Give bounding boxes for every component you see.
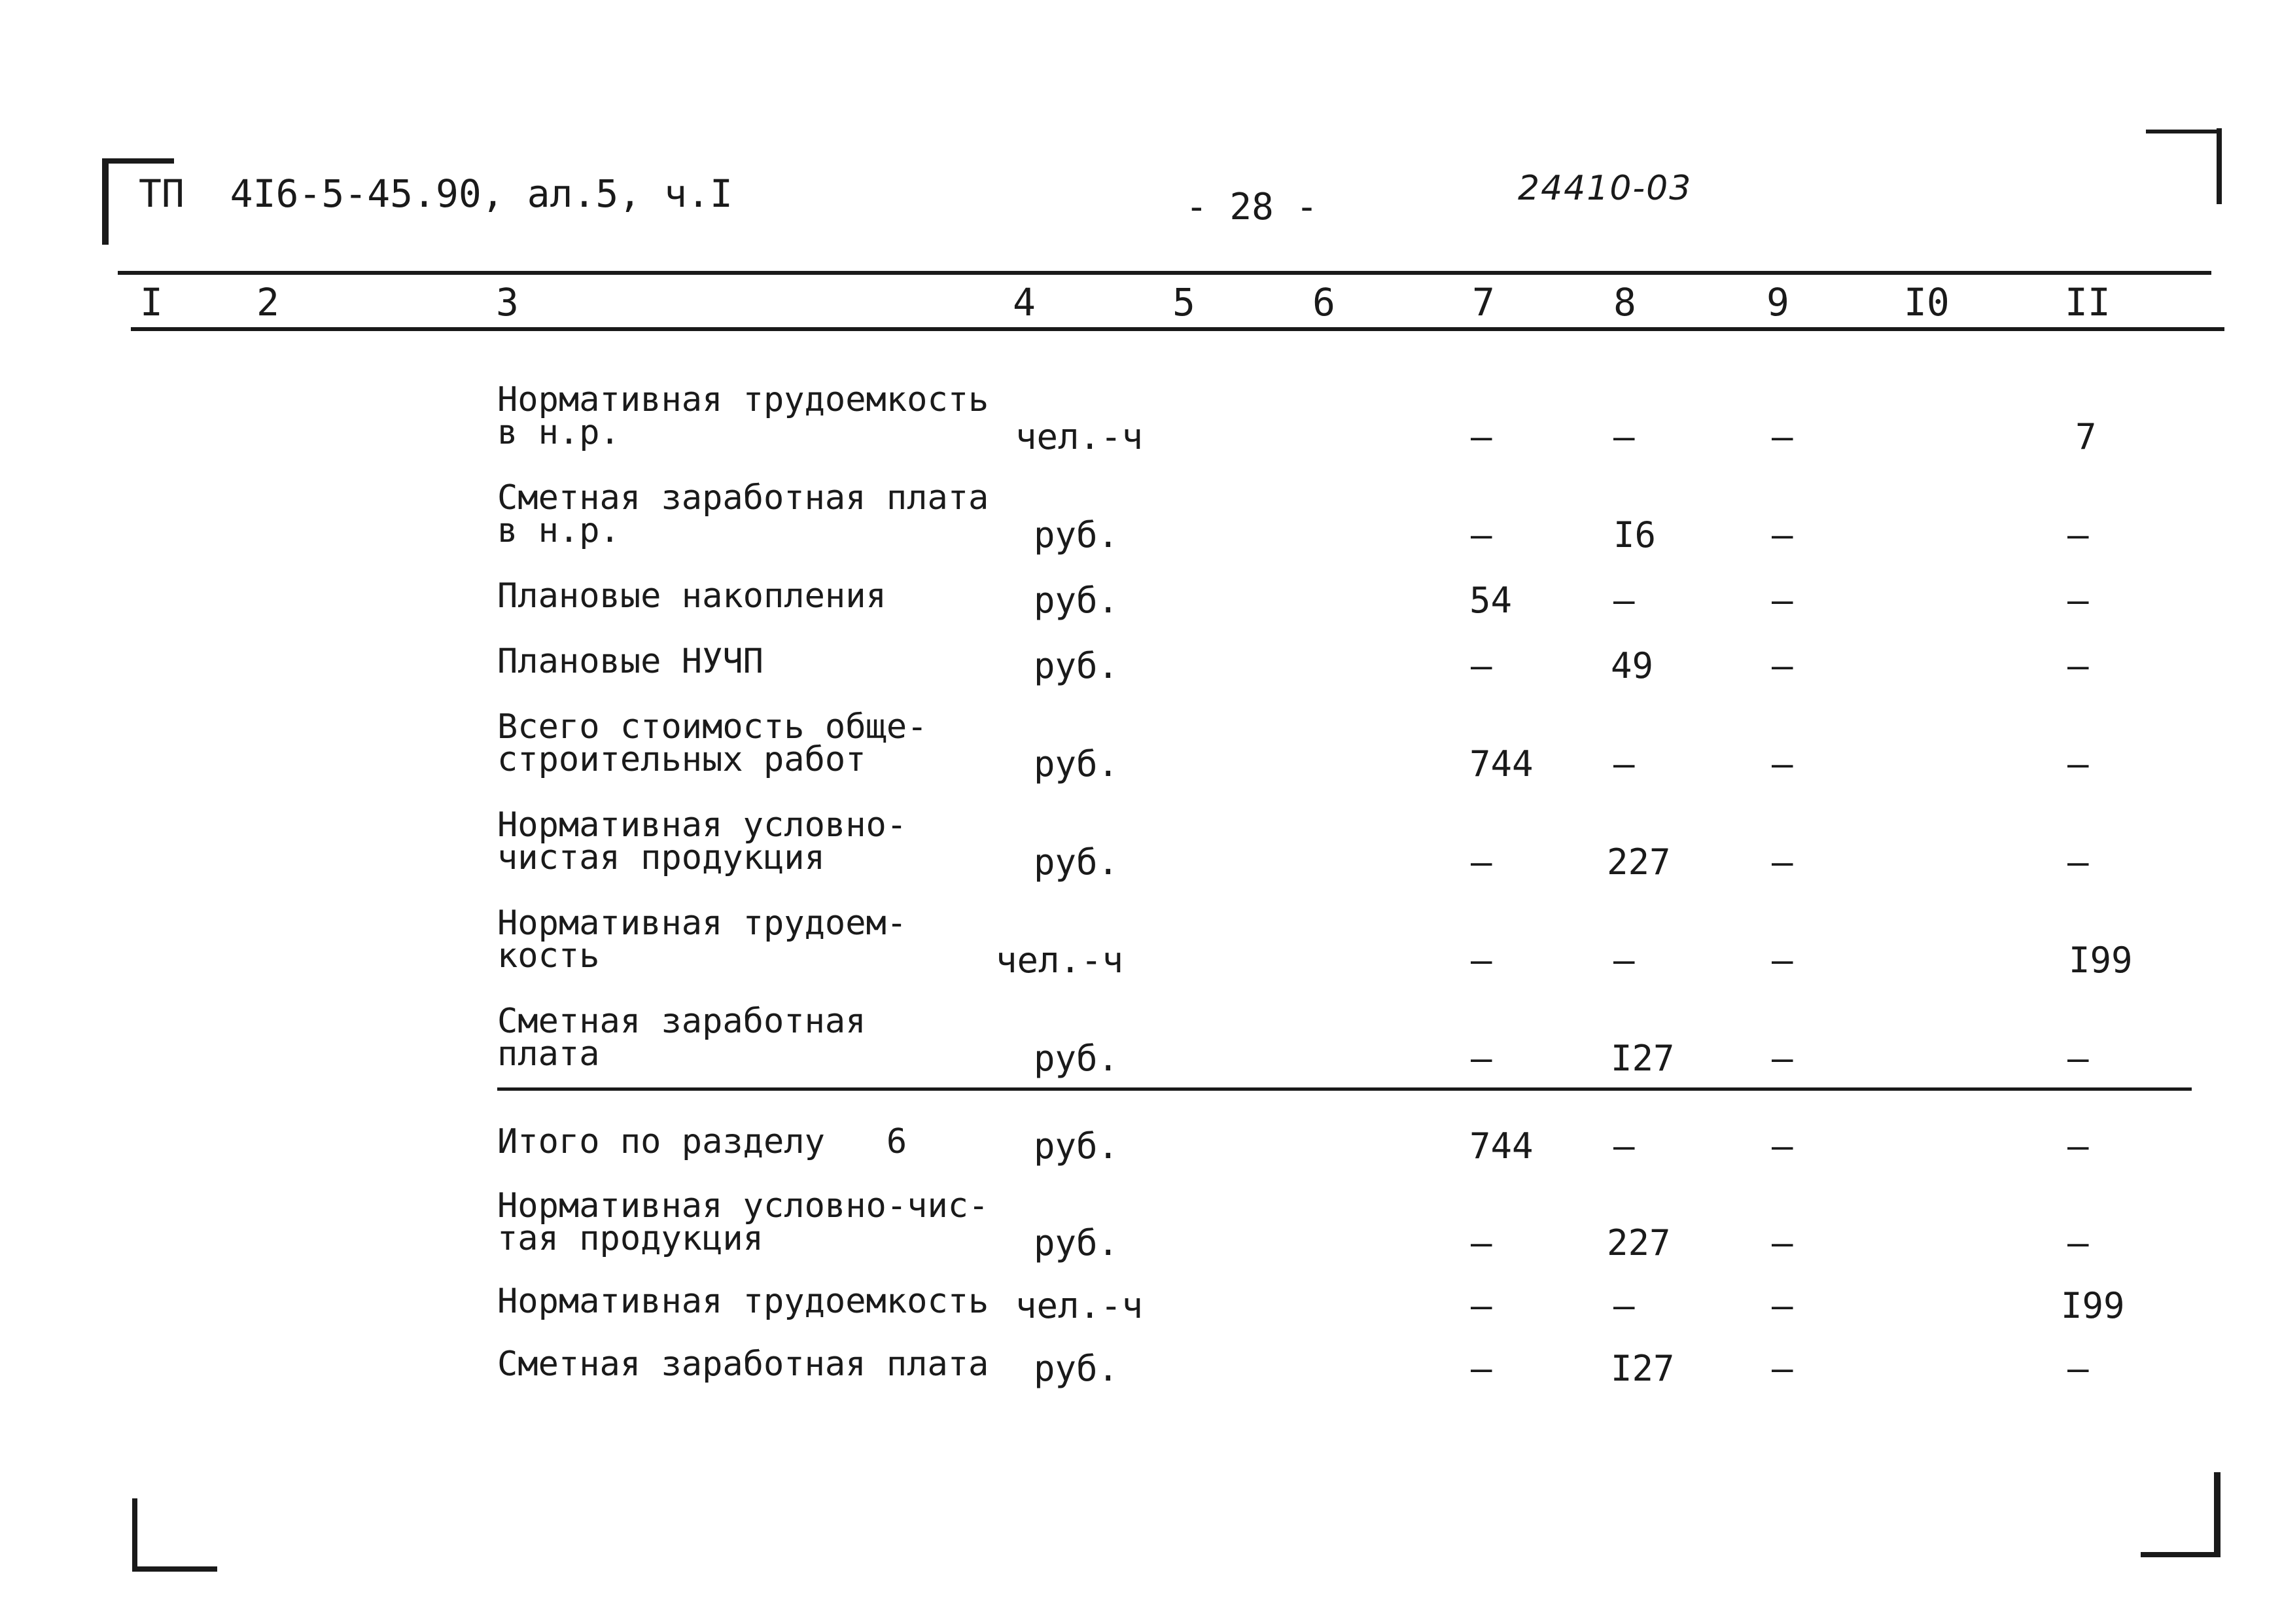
frame-corner-top-left-h — [102, 158, 174, 164]
column-number: 3 — [496, 280, 519, 325]
row-value-col7: – — [1471, 1038, 1492, 1079]
row-value-col11: 7 — [2075, 416, 2097, 457]
row-description: Сметная заработная плата в н.р. — [497, 478, 989, 550]
row-value-col7: – — [1471, 841, 1492, 883]
column-number: 6 — [1312, 280, 1335, 325]
handwritten-code: 24410-03 — [1518, 169, 1693, 208]
column-number: 7 — [1472, 280, 1495, 325]
column-number: 9 — [1766, 280, 1789, 325]
row-value-col11: – — [2067, 645, 2089, 686]
page-number: - 28 - — [1185, 186, 1318, 228]
total-value-col8: – — [1613, 1125, 1635, 1167]
total-row-value-col7: – — [1471, 1222, 1492, 1263]
row-value-col7: – — [1471, 645, 1492, 686]
row-value-col7: – — [1471, 514, 1492, 556]
row-unit: руб. — [1034, 514, 1119, 556]
frame-corner-top-right-h — [2146, 130, 2222, 133]
total-row-value-col9: – — [1772, 1222, 1793, 1263]
total-row-description: Нормативная трудоемкость — [497, 1282, 989, 1321]
total-row-value-col7: – — [1471, 1285, 1492, 1326]
row-description: Всего стоимость обще- строительных работ — [497, 707, 928, 779]
row-value-col11: – — [2067, 1038, 2089, 1079]
total-label: Итого по разделу 6 — [497, 1122, 907, 1161]
row-value-col8: – — [1613, 580, 1635, 621]
row-value-col9: – — [1772, 841, 1793, 883]
total-row-unit: руб. — [1034, 1222, 1119, 1263]
row-value-col9: – — [1772, 416, 1793, 457]
row-value-col9: – — [1772, 645, 1793, 686]
row-unit: руб. — [1034, 1038, 1119, 1079]
total-row-value-col11: – — [2067, 1222, 2089, 1263]
row-value-col9: – — [1772, 940, 1793, 981]
column-number: I — [140, 280, 163, 325]
row-value-col11: – — [2067, 580, 2089, 621]
frame-corner-bottom-right-h — [2141, 1552, 2221, 1557]
row-value-col9: – — [1772, 743, 1793, 785]
row-value-col9: – — [1772, 580, 1793, 621]
row-unit: руб. — [1034, 743, 1119, 785]
row-description: Плановые НУЧП — [497, 642, 764, 681]
row-value-col7: 744 — [1469, 743, 1534, 785]
column-header-bottom-rule — [131, 327, 2224, 331]
row-unit: чел.-ч — [1015, 416, 1144, 457]
row-value-col11: – — [2067, 841, 2089, 883]
row-value-col8: – — [1613, 743, 1635, 785]
row-value-col11: I99 — [2069, 940, 2133, 981]
column-number: 2 — [256, 280, 279, 325]
total-value-col7: 744 — [1469, 1125, 1534, 1167]
row-value-col8: – — [1613, 416, 1635, 457]
row-description: Плановые накопления — [497, 576, 886, 616]
column-number: I0 — [1904, 280, 1950, 325]
total-row-value-col8: 227 — [1607, 1222, 1671, 1263]
total-row-value-col11: I99 — [2061, 1285, 2125, 1326]
frame-corner-bottom-right — [2214, 1472, 2221, 1557]
row-value-col7: – — [1471, 940, 1492, 981]
row-value-col8: I27 — [1611, 1038, 1675, 1079]
row-value-col9: – — [1772, 1038, 1793, 1079]
row-value-col8: 49 — [1611, 645, 1654, 686]
row-value-col8: – — [1613, 940, 1635, 981]
frame-corner-bottom-left-h — [132, 1566, 217, 1572]
total-row-value-col9: – — [1772, 1348, 1793, 1389]
column-number: II — [2065, 280, 2111, 325]
frame-corner-bottom-left — [132, 1498, 137, 1570]
row-value-col8: I6 — [1613, 514, 1657, 556]
total-row-description: Сметная заработная плата — [497, 1345, 989, 1384]
total-value-col11: – — [2067, 1125, 2089, 1167]
row-value-col11: – — [2067, 514, 2089, 556]
row-value-col8: 227 — [1607, 841, 1671, 883]
row-unit: руб. — [1034, 841, 1119, 883]
column-header-top-rule — [118, 271, 2211, 275]
document-reference: ТП 4I6-5-45.90, ал.5, ч.I — [139, 171, 733, 216]
frame-corner-top-right — [2217, 128, 2222, 204]
frame-corner-top-left — [102, 158, 109, 245]
column-number: 4 — [1013, 280, 1036, 325]
row-value-col9: – — [1772, 514, 1793, 556]
total-row-value-col9: – — [1772, 1285, 1793, 1326]
total-row-value-col8: I27 — [1611, 1348, 1675, 1389]
total-row-value-col8: – — [1613, 1285, 1635, 1326]
row-value-col11: – — [2067, 743, 2089, 785]
row-unit: руб. — [1034, 645, 1119, 686]
row-description: Нормативная условно- чистая продукция — [497, 805, 907, 877]
row-value-col7: 54 — [1469, 580, 1513, 621]
row-unit: руб. — [1034, 580, 1119, 621]
row-unit: чел.-ч — [996, 940, 1124, 981]
row-description: Нормативная трудоемкость в н.р. — [497, 380, 989, 452]
column-number: 8 — [1613, 280, 1636, 325]
row-description: Сметная заработная плата — [497, 1002, 866, 1074]
row-value-col7: – — [1471, 416, 1492, 457]
row-description: Нормативная трудоем- кость — [497, 904, 907, 976]
total-unit: руб. — [1034, 1125, 1119, 1167]
total-row-description: Нормативная условно-чис- тая продукция — [497, 1186, 989, 1258]
total-row-unit: руб. — [1034, 1348, 1119, 1389]
total-value-col9: – — [1772, 1125, 1793, 1167]
total-row-unit: чел.-ч — [1015, 1285, 1144, 1326]
total-separator-rule — [497, 1087, 2192, 1091]
total-row-value-col11: – — [2067, 1348, 2089, 1389]
column-number: 5 — [1172, 280, 1195, 325]
total-row-value-col7: – — [1471, 1348, 1492, 1389]
